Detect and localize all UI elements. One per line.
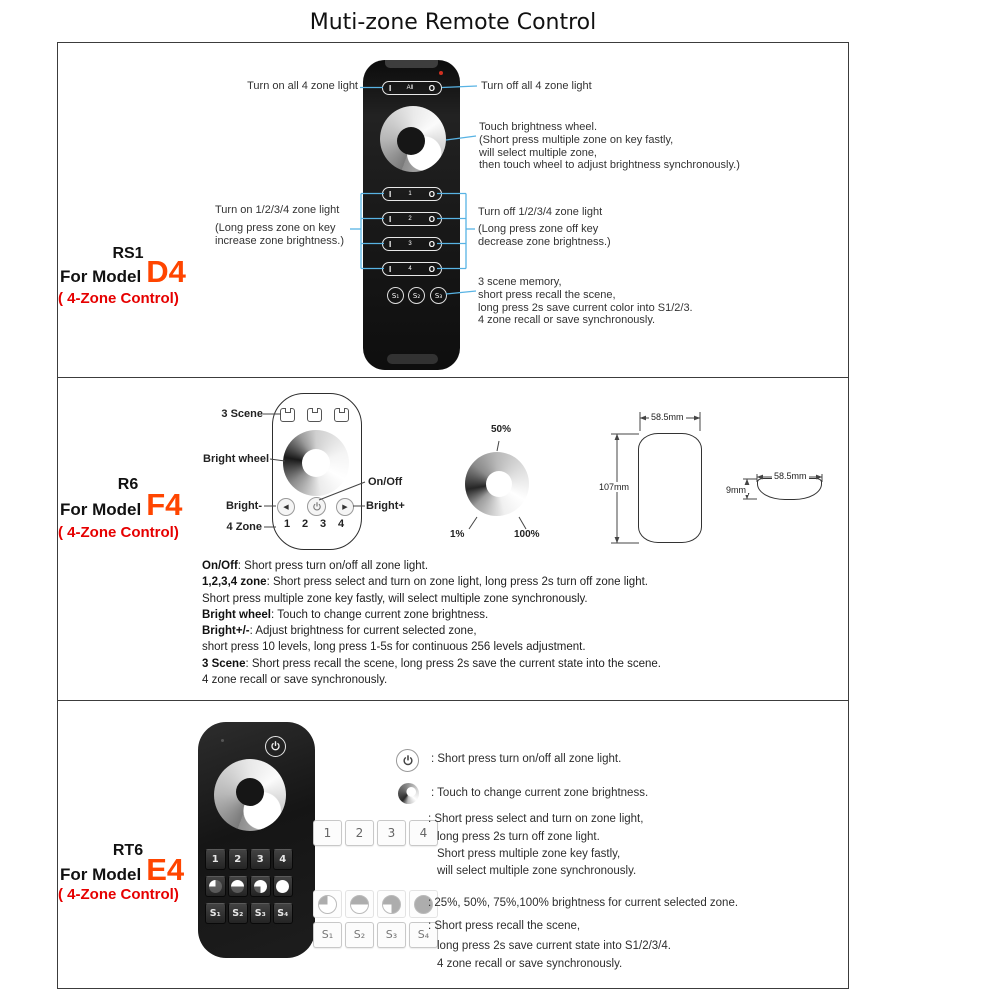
on-key-label: I bbox=[389, 264, 392, 274]
power-button-rt6 bbox=[265, 736, 286, 757]
on-key-label: I bbox=[389, 83, 392, 93]
scene4-key: S₄ bbox=[273, 903, 294, 924]
model-code-f4: F4 bbox=[146, 487, 183, 522]
legend-zone3-button: 3 bbox=[377, 820, 406, 846]
wheel-mark-50: 50% bbox=[490, 424, 511, 435]
legend-scene3-button: S₃ bbox=[377, 922, 406, 948]
scene-save-icon bbox=[307, 408, 322, 422]
legend-50-button bbox=[345, 890, 374, 918]
power-icon bbox=[312, 502, 322, 512]
for-model-label: For Model bbox=[60, 267, 142, 286]
ann-wheel-line2: (Short press multiple zone on key fastly, bbox=[479, 133, 674, 146]
ann-off-zones bbox=[478, 206, 611, 248]
wheel-mark-100: 100% bbox=[514, 529, 540, 540]
zone4-key: 4 bbox=[273, 849, 294, 870]
desc-line bbox=[202, 623, 661, 639]
model-name-rs1: RS1 bbox=[112, 245, 144, 262]
zone3-key: 3 bbox=[250, 849, 271, 870]
scene2-key: S₂ bbox=[408, 287, 425, 304]
legend-25-button bbox=[313, 890, 342, 918]
indicator-led bbox=[439, 71, 443, 75]
model-row-rt6 bbox=[60, 852, 185, 887]
zone4-number: 4 bbox=[338, 518, 345, 530]
brightness-25-key bbox=[205, 876, 226, 897]
wheel-hole bbox=[486, 471, 512, 497]
model-code-d4: D4 bbox=[146, 254, 186, 289]
scene1-key: S₁ bbox=[387, 287, 404, 304]
zone4-key bbox=[382, 262, 442, 276]
legend-zone4-button: 4 bbox=[409, 820, 438, 846]
remote-rs1-top-clip bbox=[385, 60, 438, 68]
ann-off-zones-line2: (Long press zone off key bbox=[478, 222, 599, 235]
legend-zone2-button: 2 bbox=[345, 820, 374, 846]
legend-pie-text: : 25%, 50%, 75%,100% brightness for current selected zone. bbox=[428, 897, 739, 909]
legend-scene-text-1: : Short press recall the scene, bbox=[428, 920, 581, 932]
model-name-r6: R6 bbox=[117, 476, 139, 493]
for-model-label: For Model bbox=[60, 500, 142, 519]
desc-text: : Short press select and turn on zone light, long press 2s turn off zone light. bbox=[266, 576, 648, 589]
brightness-range-wheel bbox=[465, 452, 529, 516]
ann-scene-line3: long press 2s save current color into S1/2/3. bbox=[478, 301, 693, 314]
pie-75-icon bbox=[254, 880, 267, 893]
desc-line bbox=[202, 656, 661, 672]
desc-line bbox=[202, 607, 661, 623]
on-key-label: I bbox=[389, 239, 392, 249]
ann-wheel-line1: Touch brightness wheel. bbox=[479, 121, 598, 133]
desc-text: : Touch to change current zone brightness. bbox=[271, 608, 489, 621]
ann-scene-line1: 3 scene memory, bbox=[478, 276, 562, 288]
desc-text: : Adjust brightness for current selected zone, bbox=[249, 625, 477, 638]
pie-75-icon bbox=[382, 895, 401, 914]
desc-keyword: On/Off bbox=[202, 560, 238, 572]
wheel-mark-1: 1% bbox=[450, 529, 465, 540]
zone1-number: 1 bbox=[284, 518, 291, 530]
ann-wheel-line3: will select multiple zone, bbox=[479, 146, 597, 159]
legend-scene-text-2: long press 2s save current state into S1/2/3/4. bbox=[437, 940, 671, 952]
model-row-r6 bbox=[60, 487, 183, 522]
off-key-label: O bbox=[428, 214, 435, 224]
dim-thickness-label: 9mm bbox=[726, 485, 746, 495]
legend-zone1-button: 1 bbox=[313, 820, 342, 846]
zone2-number: 2 bbox=[302, 518, 309, 530]
off-key-label: O bbox=[428, 239, 435, 249]
desc-keyword: Bright wheel bbox=[202, 608, 272, 621]
scene1-key: S₁ bbox=[205, 903, 226, 924]
legend-zone-text-4: will select multiple zone synchronously. bbox=[437, 865, 637, 877]
brightness-wheel-r6 bbox=[283, 430, 349, 496]
brightness-wheel-rs1 bbox=[380, 106, 446, 172]
for-model-label: For Model bbox=[60, 865, 142, 884]
desc-line bbox=[202, 558, 661, 574]
desc-keyword: 3 Scene bbox=[202, 657, 246, 670]
desc-text: : Short press recall the scene, long press 2s save the current state into the scene. bbox=[245, 657, 661, 670]
legend-zone-text-2: long press 2s turn off zone light. bbox=[437, 831, 600, 843]
on-key-label: I bbox=[389, 189, 392, 199]
model-row-rs1 bbox=[60, 254, 186, 289]
label-bright-minus: Bright- bbox=[225, 500, 262, 512]
zone-control-label-r6: ( 4-Zone Control) bbox=[58, 524, 179, 541]
ann-scene bbox=[478, 276, 693, 327]
label-on-off: On/Off bbox=[368, 476, 403, 488]
dimension-front-view bbox=[638, 433, 702, 543]
power-icon bbox=[270, 741, 281, 752]
desc-keyword: 1,2,3,4 zone bbox=[202, 576, 267, 589]
brightness-50-key bbox=[228, 876, 249, 897]
power-icon bbox=[402, 755, 414, 767]
zone-control-label-rs1: ( 4-Zone Control) bbox=[58, 290, 179, 307]
zone2-label: 2 bbox=[408, 216, 412, 222]
desc-text: 4 zone recall or save synchronously. bbox=[202, 674, 388, 687]
r6-description bbox=[202, 558, 661, 688]
desc-line bbox=[202, 574, 661, 590]
legend-power-icon bbox=[396, 749, 419, 772]
label-4-zone: 4 Zone bbox=[226, 521, 262, 533]
scene3-key: S₃ bbox=[250, 903, 271, 924]
all-zone-key bbox=[382, 81, 442, 95]
label-3-scene: 3 Scene bbox=[221, 408, 263, 420]
model-code-e4: E4 bbox=[146, 852, 185, 887]
wheel-hole bbox=[302, 449, 330, 477]
ann-on-zones bbox=[215, 204, 344, 247]
legend-wheel-text: : Touch to change current zone brightness. bbox=[431, 787, 649, 799]
legend-scene-text-3: 4 zone recall or save synchronously. bbox=[437, 958, 623, 970]
dim-side-width-label: 58.5mm bbox=[774, 471, 807, 481]
pie-25-icon bbox=[318, 895, 337, 914]
off-key-label: O bbox=[428, 189, 435, 199]
ann-scene-line4: 4 zone recall or save synchronously. bbox=[478, 314, 656, 327]
pie-25-icon bbox=[209, 880, 222, 893]
bright-plus-button: ▶ bbox=[336, 498, 354, 516]
wheel-hole bbox=[236, 778, 264, 806]
legend-power-text: : Short press turn on/off all zone light. bbox=[431, 753, 622, 765]
desc-line bbox=[202, 591, 661, 607]
label-bright-wheel: Bright wheel bbox=[203, 453, 270, 465]
brightness-100-key bbox=[273, 876, 294, 897]
ann-on-zones-line3: increase zone brightness.) bbox=[215, 234, 345, 247]
ann-off-zones-line1: Turn off 1/2/3/4 zone light bbox=[478, 206, 603, 218]
zone3-label: 3 bbox=[408, 241, 412, 247]
scene3-key: S₃ bbox=[430, 287, 447, 304]
zone1-key bbox=[382, 187, 442, 201]
page-title: Muti-zone Remote Control bbox=[309, 10, 597, 35]
dim-height-label: 107mm bbox=[599, 482, 630, 492]
legend-zone-text-3: Short press multiple zone key fastly, bbox=[437, 848, 621, 860]
zone3-number: 3 bbox=[320, 518, 327, 530]
zone3-key bbox=[382, 237, 442, 251]
pie-100-icon bbox=[276, 880, 289, 893]
ann-on-zones-line1: Turn on 1/2/3/4 zone light bbox=[215, 204, 340, 216]
ann-off-zones-line3: decrease zone brightness.) bbox=[478, 235, 611, 248]
ann-turn-off-all: Turn off all 4 zone light bbox=[481, 80, 592, 92]
desc-line bbox=[202, 639, 661, 655]
power-button-r6 bbox=[307, 497, 326, 516]
ann-scene-line2: short press recall the scene, bbox=[478, 288, 616, 301]
remote-rs1-bottom-clip bbox=[387, 354, 438, 364]
legend-zone-text-1: : Short press select and turn on zone light, bbox=[428, 813, 644, 825]
zone2-key: 2 bbox=[228, 849, 249, 870]
ann-turn-on-all: Turn on all 4 zone light bbox=[247, 80, 358, 92]
zone4-label: 4 bbox=[408, 266, 412, 272]
desc-text: short press 10 levels, long press 1-5s for continuous 256 levels adjustment. bbox=[202, 641, 586, 654]
scene-save-icon bbox=[280, 408, 295, 422]
ann-on-zones-line2: (Long press zone on key bbox=[215, 221, 336, 234]
label-bright-plus: Bright+ bbox=[366, 500, 405, 512]
off-key-label: O bbox=[428, 83, 435, 93]
desc-line bbox=[202, 672, 661, 688]
scene-save-icon bbox=[334, 408, 349, 422]
model-name-rt6: RT6 bbox=[112, 842, 144, 859]
zone1-label: 1 bbox=[408, 191, 412, 197]
zone1-key: 1 bbox=[205, 849, 226, 870]
on-key-label: I bbox=[389, 214, 392, 224]
legend-wheel-icon bbox=[398, 783, 419, 804]
legend-scene1-button: S₁ bbox=[313, 922, 342, 948]
wheel-hole bbox=[397, 127, 425, 155]
ann-wheel bbox=[479, 121, 740, 172]
desc-text: : Short press turn on/off all zone light. bbox=[237, 560, 429, 572]
brightness-75-key bbox=[250, 876, 271, 897]
mic-hole bbox=[221, 739, 224, 742]
zone-control-label-rt6: ( 4-Zone Control) bbox=[58, 886, 179, 903]
bright-minus-button: ◀ bbox=[277, 498, 295, 516]
scene2-key: S₂ bbox=[228, 903, 249, 924]
desc-keyword: Bright+/- bbox=[202, 625, 250, 638]
legend-scene4-button: S₄ bbox=[409, 922, 438, 948]
off-key-label: O bbox=[428, 264, 435, 274]
ann-wheel-line4: then touch wheel to adjust brightness synchronously.) bbox=[479, 159, 740, 172]
brightness-wheel-rt6 bbox=[214, 759, 286, 831]
pie-50-icon bbox=[231, 880, 244, 893]
zone2-key bbox=[382, 212, 442, 226]
legend-75-button bbox=[377, 890, 406, 918]
legend-scene2-button: S₂ bbox=[345, 922, 374, 948]
all-key-label: All bbox=[406, 85, 414, 91]
dim-width-label: 58.5mm bbox=[651, 412, 684, 422]
pie-50-icon bbox=[350, 895, 369, 914]
desc-text: Short press multiple zone key fastly, will select multiple zone synchronously. bbox=[202, 592, 588, 605]
